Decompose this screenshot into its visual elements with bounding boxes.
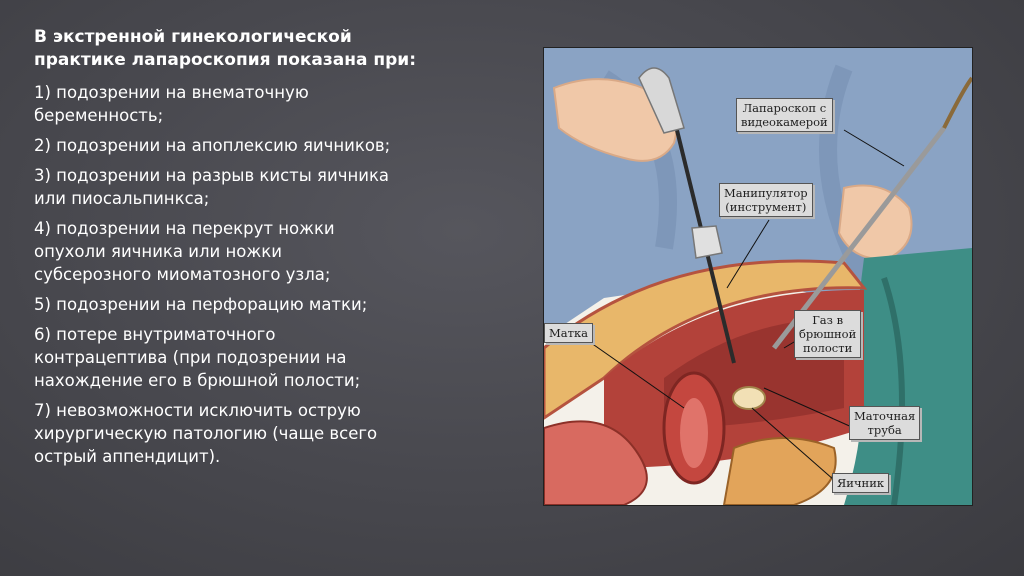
item-line: нахождение его в брюшной полости;: [34, 371, 361, 390]
label-line: (инструмент): [725, 200, 807, 214]
label-line: Матка: [549, 326, 589, 340]
label-line: Маточная: [854, 409, 916, 423]
ovary-shape: [733, 387, 765, 409]
label-line: полости: [802, 341, 853, 355]
uterus-inner: [680, 398, 708, 468]
trocar-left: [692, 226, 722, 258]
label-uterus: [544, 323, 593, 343]
item-line: 1) подозрении на внематочную: [34, 83, 309, 102]
text-column: [34, 26, 444, 475]
item-line: контрацептива (при подозрении на: [34, 348, 347, 367]
item-line: беременность;: [34, 106, 164, 125]
indication-item-6: [34, 323, 444, 392]
item-line: или пиосальпинкса;: [34, 189, 210, 208]
item-line: 5) подозрении на перфорацию матки;: [34, 295, 368, 314]
indication-item-1: [34, 81, 444, 127]
label-line: видеокамерой: [741, 115, 828, 129]
label-manipulator: [719, 183, 813, 217]
indication-item-3: [34, 164, 444, 210]
item-line: 3) подозрении на разрыв кисты яичника: [34, 166, 390, 185]
item-line: опухоли яичника или ножки: [34, 242, 282, 261]
label-line: Яичник: [837, 476, 885, 490]
label-line: Лапароскоп с: [742, 101, 827, 115]
label-gas: [794, 310, 861, 358]
label-line: Манипулятор: [724, 186, 808, 200]
item-line: 7) невозможности исключить острую: [34, 401, 361, 420]
item-line: субсерозного миоматозного узла;: [34, 265, 331, 284]
indication-item-4: [34, 217, 444, 286]
item-line: острый аппендицит).: [34, 447, 221, 466]
indication-item-2: [34, 134, 444, 157]
label-ovary: [832, 473, 889, 493]
item-line: 2) подозрении на апоплексию яичников;: [34, 136, 391, 155]
label-line: Газ в: [812, 313, 844, 327]
laparoscopy-illustration: [543, 47, 973, 506]
label-line: брюшной: [799, 327, 857, 341]
label-line: труба: [867, 423, 902, 437]
indication-item-7: [34, 399, 444, 468]
bowel-loops: [724, 438, 836, 505]
label-laparoscope: [736, 98, 833, 132]
label-tube: [849, 406, 920, 440]
heading-line-1: В экстренной гинекологической: [34, 27, 352, 47]
item-line: 4) подозрении на перекрут ножки: [34, 219, 335, 238]
heading-line-2: практике лапароскопия показана при:: [34, 50, 416, 70]
item-line: 6) потере внутриматочного: [34, 325, 276, 344]
slide-heading: [34, 26, 444, 72]
item-line: хирургическую патологию (чаще всего: [34, 424, 378, 443]
indication-item-5: [34, 293, 444, 316]
